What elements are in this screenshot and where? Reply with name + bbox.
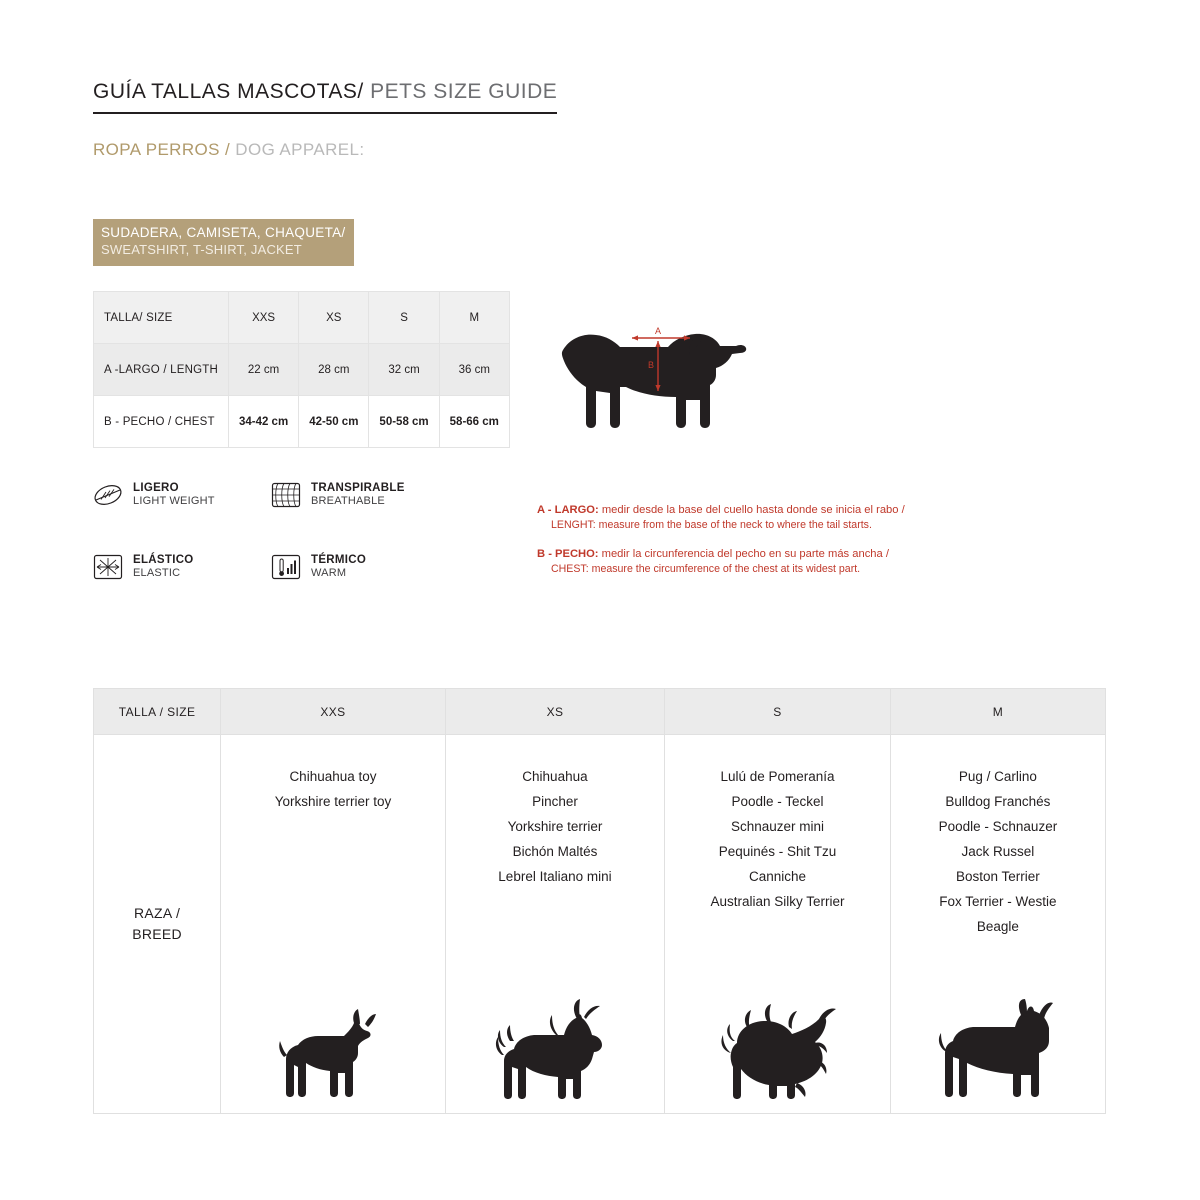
breed-row-label-line2: BREED [132,926,182,942]
breed-table-header-s: S [665,689,891,735]
feature-0-en: LIGHT WEIGHT [133,495,215,508]
size-measurement-table [93,291,510,448]
size-table-header-0: TALLA/ SIZE [94,292,229,344]
page-title-en: PETS SIZE GUIDE [363,80,558,103]
list-item: Lulú de Pomeranía [720,769,835,784]
elastic-icon [93,552,123,582]
section-subtitle-es: ROPA PERROS / [93,140,231,159]
papillon-silhouette [480,997,630,1113]
list-item: Poodle - Schnauzer [938,818,1058,834]
list-item: Canniche [748,868,807,884]
size-table-header-1: XXS [228,292,298,344]
pomeranian-silhouette [697,997,857,1113]
diagram-label-a: A [654,326,662,336]
category-band [93,219,354,266]
breed-row-label-line1: RAZA / [134,905,181,921]
breed-row-label [94,735,221,1114]
breed-cell-m [890,735,1105,1114]
feature-light-weight [93,480,215,510]
breed-names-m [939,735,1058,940]
list-item: Bulldog Franchés [945,793,1051,809]
length-row-label: A -LARGO / LENGTH [94,344,229,396]
feature-2-es: ELÁSTICO [133,554,194,567]
category-band-es: SUDADERA, CAMISETA, CHAQUETA/ [101,225,346,240]
chest-xxs: 34-42 cm [228,396,298,448]
mesh-breathable-icon [271,480,301,510]
length-xxs: 22 cm [228,344,298,396]
list-item: Pug / Carlino [958,769,1037,784]
diagram-label-b: B [647,360,655,370]
measurement-note-chest [537,546,967,578]
feature-elastic-text [133,554,194,580]
note-1-en: CHEST: measure the circumference of the chest at its widest part. [551,562,861,575]
feature-3-es: TÉRMICO [311,554,367,567]
list-item: Chihuahua [522,769,588,784]
list-item: Fox Terrier - Westie [939,893,1057,909]
title-block [93,80,693,114]
section-subtitle-en: DOG APPAREL: [230,140,365,159]
note-1-lead: B - PECHO: [537,547,599,560]
list-item: Boston Terrier [956,868,1040,884]
list-item: Australian Silky Terrier [710,893,845,909]
thermometer-warm-icon [271,552,301,582]
feature-elastic [93,552,194,582]
chest-m: 58-66 cm [439,396,509,448]
chest-row-label: B - PECHO / CHEST [94,396,229,448]
feature-warm-text [311,554,366,580]
length-m: 36 cm [439,344,509,396]
length-xs: 28 cm [299,344,369,396]
note-0-es: medir desde la base del cuello hasta donde se inicia el rabo / [598,504,905,516]
measurement-note-length [537,502,967,534]
list-item: Pincher [532,793,578,809]
size-table-header-4: M [439,292,509,344]
feature-1-es: TRANSPIRABLE [311,482,405,495]
breed-table [93,688,1106,1114]
breed-table-header-xxs: XXS [221,689,446,735]
size-table-header-3: S [369,292,439,344]
category-band-en: SWEATSHIRT, T-SHIRT, JACKET [101,241,302,257]
size-table-header-2: XS [299,292,369,344]
list-item: Pequinés - Shit Tzu [718,843,837,859]
list-item: Schnauzer mini [730,818,825,834]
feature-light-weight-text [133,482,215,508]
french-bulldog-silhouette [923,997,1073,1113]
feather-icon [93,480,123,510]
breed-table-header-0: TALLA / SIZE [94,689,221,735]
feature-1-en: BREATHABLE [311,495,385,508]
feature-3-en: WARM [311,567,347,580]
list-item: Lebrel Italiano mini [498,868,612,884]
breed-table-header-xs: XS [445,689,664,735]
breed-cell-s [665,735,891,1114]
note-0-lead: A - LARGO: [537,504,599,516]
breed-table-header-m: M [890,689,1105,735]
length-s: 32 cm [369,344,439,396]
table-row [94,344,510,396]
list-item: Beagle [976,918,1019,934]
breed-cell-xxs [221,735,446,1114]
dog-measurement-diagram [540,305,870,455]
chest-s: 50-58 cm [369,396,439,448]
breed-cell-xs [445,735,664,1114]
measurement-notes [537,502,967,589]
table-row [94,396,510,448]
list-item: Yorkshire terrier [507,818,603,834]
feature-breathable-text [311,482,405,508]
section-subtitle [93,140,364,160]
table-row-header [94,689,1106,735]
list-item: Chihuahua toy [289,769,377,784]
list-item: Yorkshire terrier toy [274,793,392,809]
table-row-header [94,292,510,344]
feature-2-en: ELASTIC [133,567,181,580]
breed-names-xs [498,735,611,890]
breed-names-s [710,735,844,915]
page-title [93,80,557,114]
list-item: Poodle - Teckel [731,793,824,809]
table-row [94,735,1106,1114]
chihuahua-silhouette [268,997,398,1113]
feature-warm [271,552,366,582]
note-0-en: LENGHT: measure from the base of the neck to where the tail starts. [551,519,872,532]
breed-names-xxs [275,735,392,815]
feature-breathable [271,480,405,510]
list-item: Jack Russel [961,843,1035,859]
note-1-es: medir la circunferencia del pecho en su parte más ancha / [598,547,889,560]
list-item: Bichón Maltés [512,843,598,859]
page-title-es: GUÍA TALLAS MASCOTAS/ [93,80,364,103]
chest-xs: 42-50 cm [299,396,369,448]
feature-0-es: LIGERO [133,482,179,495]
